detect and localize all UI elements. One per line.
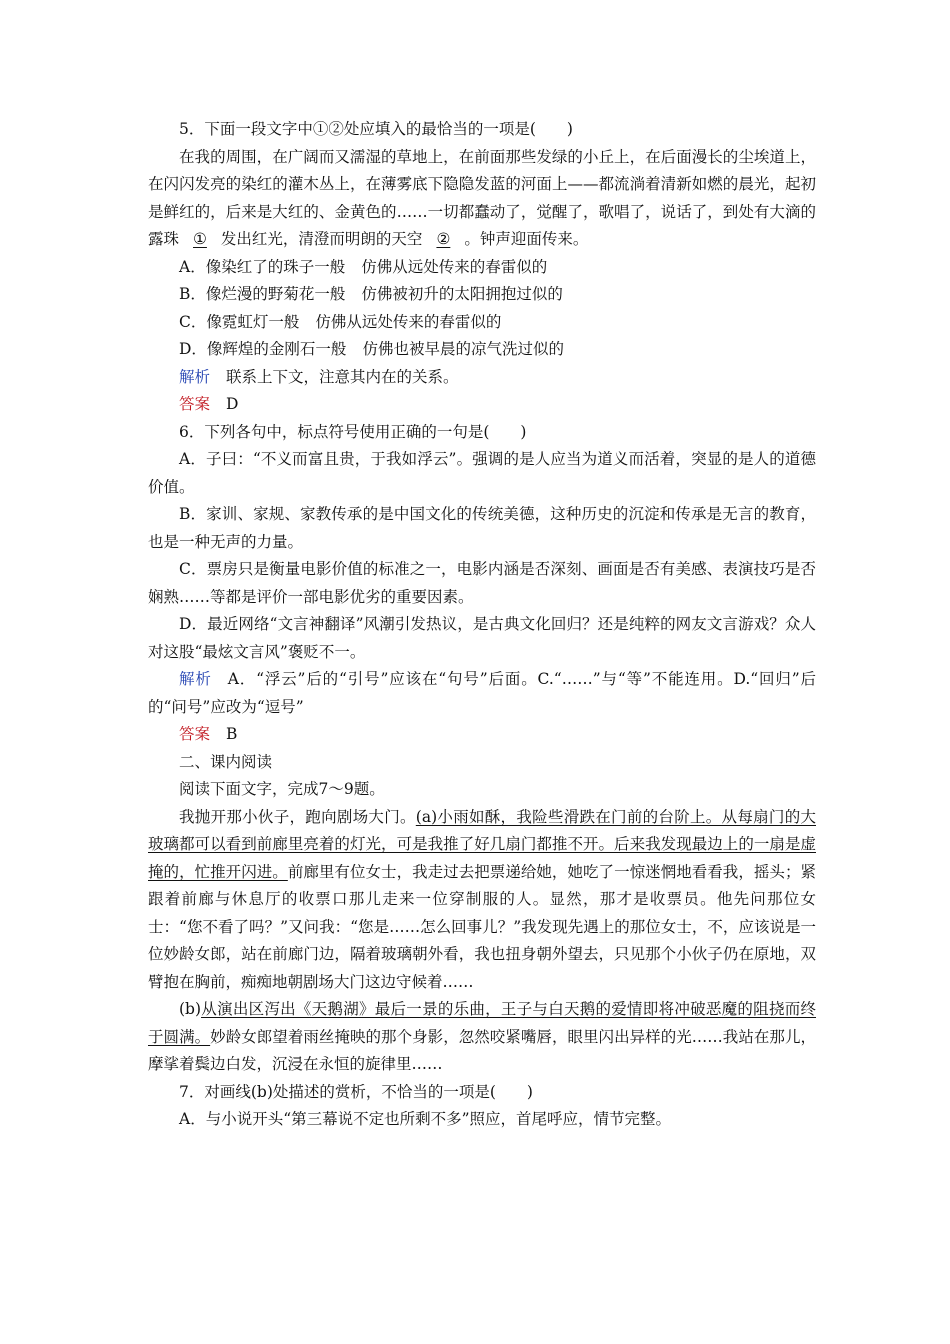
q7-option-a: A．与小说开头“第三幕说不定也所剩不多”照应，首尾呼应，情节完整。	[179, 1110, 672, 1128]
q5-passage	[148, 144, 816, 254]
reading-instruction: 阅读下面文字，完成7～9题。	[179, 780, 385, 798]
q6-analysis: 解析 A．“浮云”后的“引号”应该在“句号”后面。C.“……”与“等”不能连用。D.“回归”后的“问号”应改为“逗号”	[148, 670, 816, 716]
q7-stem: 7．对画线(b)处描述的赏析，不恰当的一项是( )	[179, 1082, 533, 1101]
underlined-passage-a: (a)小雨如酥，我险些滑跌在门前的台阶上。从每扇门的大玻璃都可以看到前廊里亮着的灯光，可是我推了好几扇门都推不开。后来我发现最边上的一扇是虚掩的，忙推开闪进。	[148, 807, 816, 881]
q5-passage-a: 在我的周围，在广阔而又濡湿的草地上，在前面那些发绿的小丘上，在后面漫长的尘埃道上，在闪闪发亮的染红的灌木丛上，在薄雾底下隐隐发蓝的河面上——都流淌着清新如燃的晨光，起初是鲜红的，后来是大红的、金黄色的……一切都蠢动了，觉醒了，歌唱了，说话了，到处有大滴的露珠	[148, 147, 816, 248]
answer-label: 答案	[179, 395, 211, 413]
q6-option-a: A．子曰：“不义而富且贵，于我如浮云”。强调的是人应当为道义而活着，突显的是人的道德价值。	[148, 450, 816, 496]
document-page	[148, 116, 816, 1134]
q5-blank-1: ①	[193, 230, 207, 248]
q5-option-c: C．像霓虹灯一般 仿佛从远处传来的春雷似的	[179, 312, 502, 331]
q5-passage-c: 。钟声迎面传来。	[464, 230, 589, 248]
q6-option-c: C．票房只是衡量电影价值的标准之一，电影内涵是否深刻、画面是否有美感、表演技巧是否娴熟……等都是评价一部电影优劣的重要因素。	[148, 560, 816, 606]
analysis-label: 解析	[179, 367, 211, 386]
q5-analysis: 解析 联系上下文，注意其内在的关系。	[179, 367, 459, 386]
q5-passage-b: 发出红光，清澄而明朗的天空	[220, 230, 423, 248]
reading-paragraph-2: (b)从演出区泻出《天鹅湖》最后一景的乐曲，王子与白天鹅的爱情即将冲破恶魔的阻挠而终于圆满。妙龄女郎望着雨丝掩映的那个身影，忽然咬紧嘴唇，眼里闪出异样的光……我站在那儿，摩挲着鬓边白发，沉浸在永恒的旋律里……	[148, 1000, 816, 1073]
q6-stem: 6．下列各句中，标点符号使用正确的一句是( )	[179, 422, 527, 441]
reading-paragraph-1: 我抛开那小伙子，跑向剧场大门。(a)小雨如酥，我险些滑跌在门前的台阶上。从每扇门的大玻璃都可以看到前廊里亮着的灯光，可是我推了好几扇门都推不开。后来我发现最边上的一扇是虚掩的，忙推开闪进。前廊里有位女士，我走过去把票递给她，她吃了一惊迷惘地看看我，摇头；紧跟着前廊与休息厅的收票口那儿走来一位穿制服的人。显然，那才是收票员。他先问那位女士：“您不看了吗？”又问我：“您是……怎么回事儿？”我发现先遇上的那位女士，不，应该说是一位妙龄女郎，站在前廊门边，隔着玻璃朝外看，我也扭身朝外望去，只见那个小伙子仍在原地，双臂抱在胸前，痴痴地朝剧场大门这边守候着……	[148, 807, 816, 991]
q5-option-b: B．像烂漫的野菊花一般 仿佛被初升的太阳拥抱过似的	[179, 285, 563, 303]
q5-blank-2: ②	[436, 230, 451, 248]
q5-option-a: A．像染红了的珠子一般 仿佛从远处传来的春雷似的	[179, 257, 548, 276]
section-heading: 二、课内阅读	[179, 752, 273, 771]
q5-option-d: D．像辉煌的金刚石一般 仿佛也被早晨的凉气洗过似的	[179, 340, 564, 358]
q6-option-d: D．最近网络“文言神翻译”风潮引发热议，是古典文化回归？还是纯粹的网友文言游戏？众人对这股“最炫文言风”褒贬不一。	[148, 615, 816, 661]
q6-option-b: B．家训、家规、家教传承的是中国文化的传统美德，这种历史的沉淀和传承是无言的教育，也是一种无声的力量。	[148, 505, 816, 551]
analysis-label: 解析	[179, 670, 212, 688]
marker-b: (b)	[179, 1000, 202, 1018]
q6-answer: 答案 B	[179, 725, 238, 743]
underlined-passage-b: 从演出区泻出《天鹅湖》最后一景的乐曲，王子与白天鹅的爱情即将冲破恶魔的阻挠而终于圆满。	[148, 1000, 816, 1046]
q5-stem: 5．下面一段文字中①②处应填入的最恰当的一项是( )	[179, 120, 573, 138]
answer-label: 答案	[179, 725, 211, 743]
q5-answer: 答案 D	[179, 395, 239, 413]
